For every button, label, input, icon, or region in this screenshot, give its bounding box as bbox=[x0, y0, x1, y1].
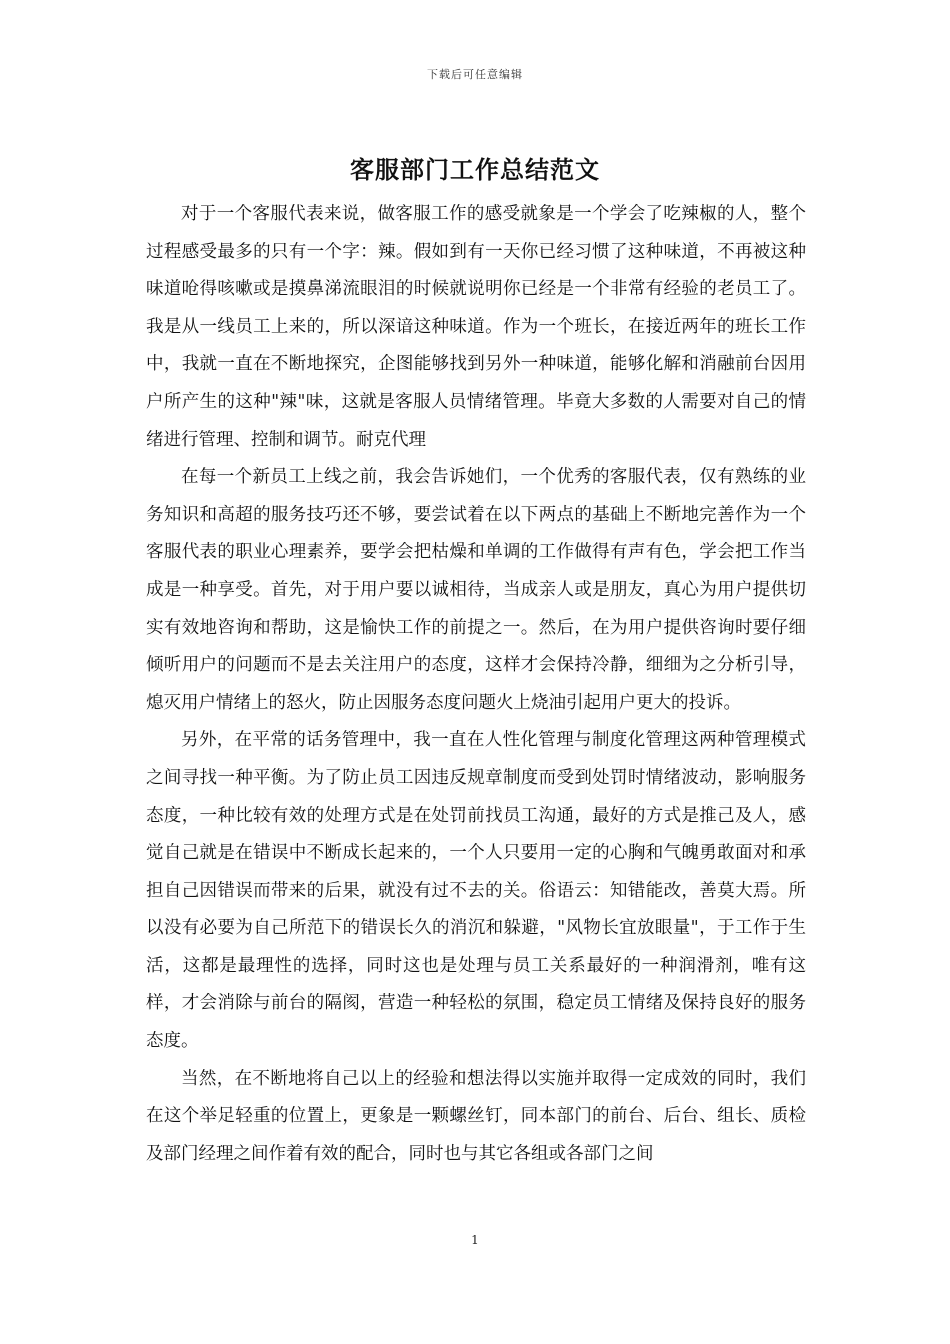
paragraph-1: 对于一个客服代表来说，做客服工作的感受就象是一个学会了吃辣椒的人，整个过程感受最多的只有一个字：辣。假如到有一天你已经习惯了这种味道，不再被这种味道呛得咳嗽或是摸鼻涕流眼泪的时候就说明你已经是一个非常有经验的老员工了。我是从一线员工上来的，所以深谙这种味道。作为一个班长，在接近两年的班长工作中，我就一直在不断地探究，企图能够找到另外一种味道，能够化解和消融前台因用户所产生的这种"辣"味，这就是客服人员情绪管理。毕竟大多数的人需要对自己的情绪进行管理、控制和调节。耐克代理 bbox=[146, 204, 806, 450]
header-note: 下载后可任意编辑 bbox=[427, 68, 523, 81]
document-title: 客服部门工作总结范文 bbox=[350, 155, 600, 184]
document-body bbox=[146, 196, 806, 1173]
paragraph-4: 当然，在不断地将自己以上的经验和想法得以实施并取得一定成效的同时，我们在这个举足轻重的位置上，更象是一颗螺丝钉，同本部门的前台、后台、组长、质检及部门经理之间作着有效的配合，同时也与其它各组或各部门之间 bbox=[146, 1068, 806, 1164]
paragraph-2: 在每一个新员工上线之前，我会告诉她们，一个优秀的客服代表，仅有熟练的业务知识和高超的服务技巧还不够，要尝试着在以下两点的基础上不断地完善作为一个客服代表的职业心理素养，要学会把枯燥和单调的工作做得有声有色，学会把工作当成是一种享受。首先，对于用户要以诚相待，当成亲人或是朋友，真心为用户提供切实有效地咨询和帮助，这是愉快工作的前提之一。然后，在为用户提供咨询时要仔细倾听用户的问题而不是去关注用户的态度，这样才会保持冷静，细细为之分析引导，熄灭用户情绪上的怒火，防止因服务态度问题火上烧油引起用户更大的投诉。 bbox=[146, 467, 806, 713]
paragraph-3: 另外，在平常的话务管理中，我一直在人性化管理与制度化管理这两种管理模式之间寻找一种平衡。为了防止员工因违反规章制度而受到处罚时情绪波动，影响服务态度，一种比较有效的处理方式是在处罚前找员工沟通，最好的方式是推己及人，感觉自己就是在错误中不断成长起来的，一个人只要用一定的心胸和气魄勇敢面对和承担自己因错误而带来的后果，就没有过不去的关。俗语云：知错能改，善莫大焉。所以没有必要为自己所范下的错误长久的消沉和躲避，"风物长宜放眼量"，于工作于生活，这都是最理性的选择，同时这也是处理与员工关系最好的一种润滑剂，唯有这样，才会消除与前台的隔阂，营造一种轻松的氛围，稳定员工情绪及保持良好的服务态度。 bbox=[146, 730, 806, 1052]
page-number: 1 bbox=[471, 1233, 479, 1247]
